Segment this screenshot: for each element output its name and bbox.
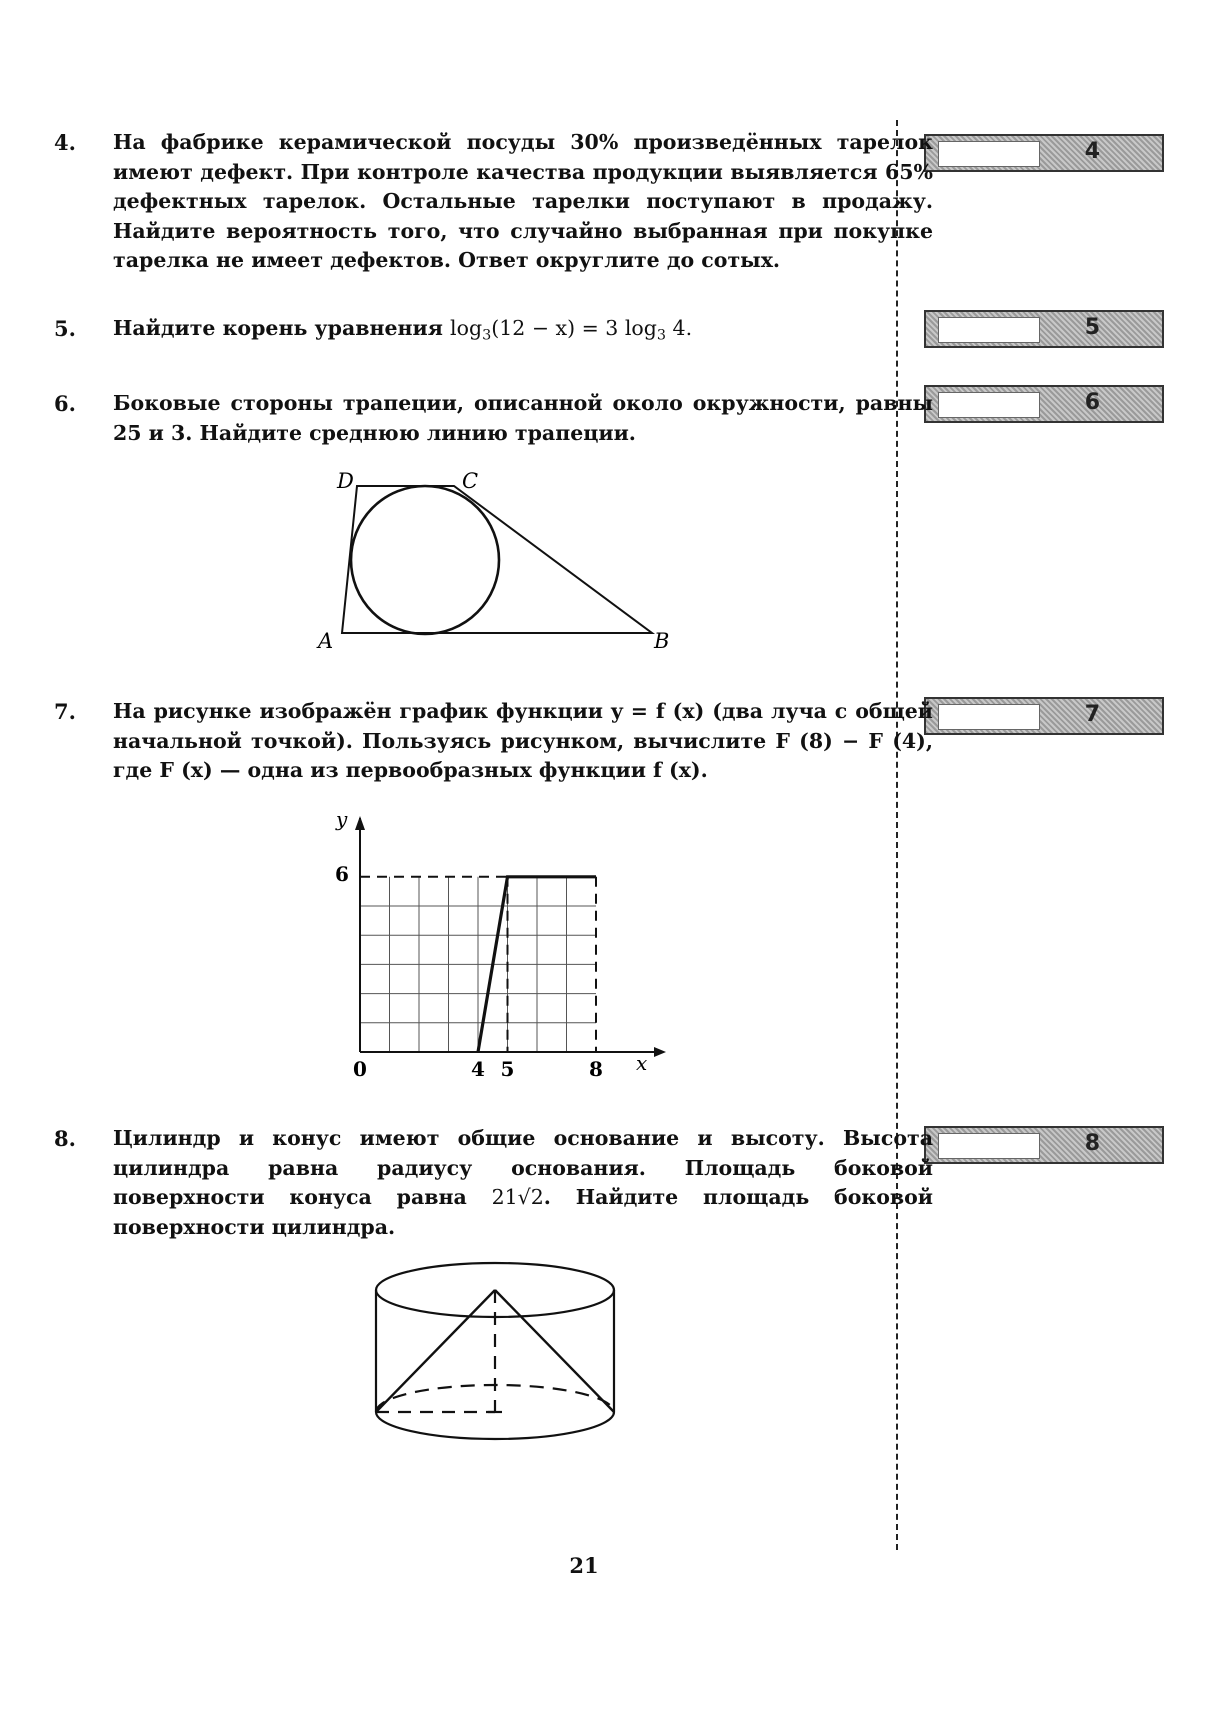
answer-label-6: 6 <box>1084 390 1100 415</box>
x-tick-0: 0 <box>353 1057 367 1081</box>
x-tick-4: 4 <box>471 1057 485 1081</box>
vertex-label-a: A <box>318 629 334 653</box>
y-tick-6: 6 <box>335 862 349 886</box>
problem-text: На фабрике керамической посуды 30% произведённых тарелок имеют дефект. При контроле качества продукции выявляется 65% дефектных тарелок. Остальные тарелки поступают в продажу. Найдите вероятность того, что случайно выбранная при покупке тарелка не имеет дефектов. Ответ округлите до сотых. <box>113 130 933 272</box>
page-number: 21 <box>569 1553 599 1578</box>
vertex-label-b: B <box>654 629 670 653</box>
problem-text-prefix: Цилиндр и конус имеют общие основание и высоту. Высота цилиндра равна радиусу основания. Площадь боковой поверхности конуса равна <box>113 1126 933 1209</box>
answer-label-4: 4 <box>1084 139 1100 164</box>
problem-text: Боковые стороны трапеции, описанной около окружности, равны 25 и 3. Найдите среднюю линию трапеции. <box>113 391 933 445</box>
vertex-label-d: D <box>337 469 354 493</box>
answer-label-5: 5 <box>1084 315 1100 340</box>
problem-number: 4. <box>54 130 76 155</box>
x-axis-label: x <box>636 1051 648 1075</box>
problem-text: На рисунке изображён график функции y = f (x) (два луча с общей начальной точкой). Пользуясь рисунком, вычислите F (8) − F (4), где F (x) — одна из первообразных функции f (x). <box>113 699 933 782</box>
answer-label-7: 7 <box>1084 702 1100 727</box>
equation: $\log_3(12 - x) = 3$ $\log_3 4$. <box>450 316 693 344</box>
problem-number: 6. <box>54 391 76 416</box>
vertex-label-c: C <box>462 469 479 493</box>
x-tick-5: 5 <box>500 1057 515 1081</box>
cone-right-edge <box>495 1290 614 1412</box>
problem-text-suffix: . Найдите площадь боковой поверхности цилиндра. <box>113 1185 933 1239</box>
answer-label-8: 8 <box>1084 1131 1100 1156</box>
x-tick-8: 8 <box>589 1057 603 1081</box>
problem-number: 5. <box>54 316 76 341</box>
problem-number: 8. <box>54 1126 76 1151</box>
cone-left-edge <box>376 1290 495 1412</box>
problem-number: 7. <box>54 699 76 724</box>
cylinder-bottom-front <box>376 1412 614 1439</box>
math-value: 21√2 <box>491 1185 544 1209</box>
y-axis-label: y <box>336 807 348 831</box>
problem-text-prefix: Найдите корень уравнения <box>113 316 443 340</box>
